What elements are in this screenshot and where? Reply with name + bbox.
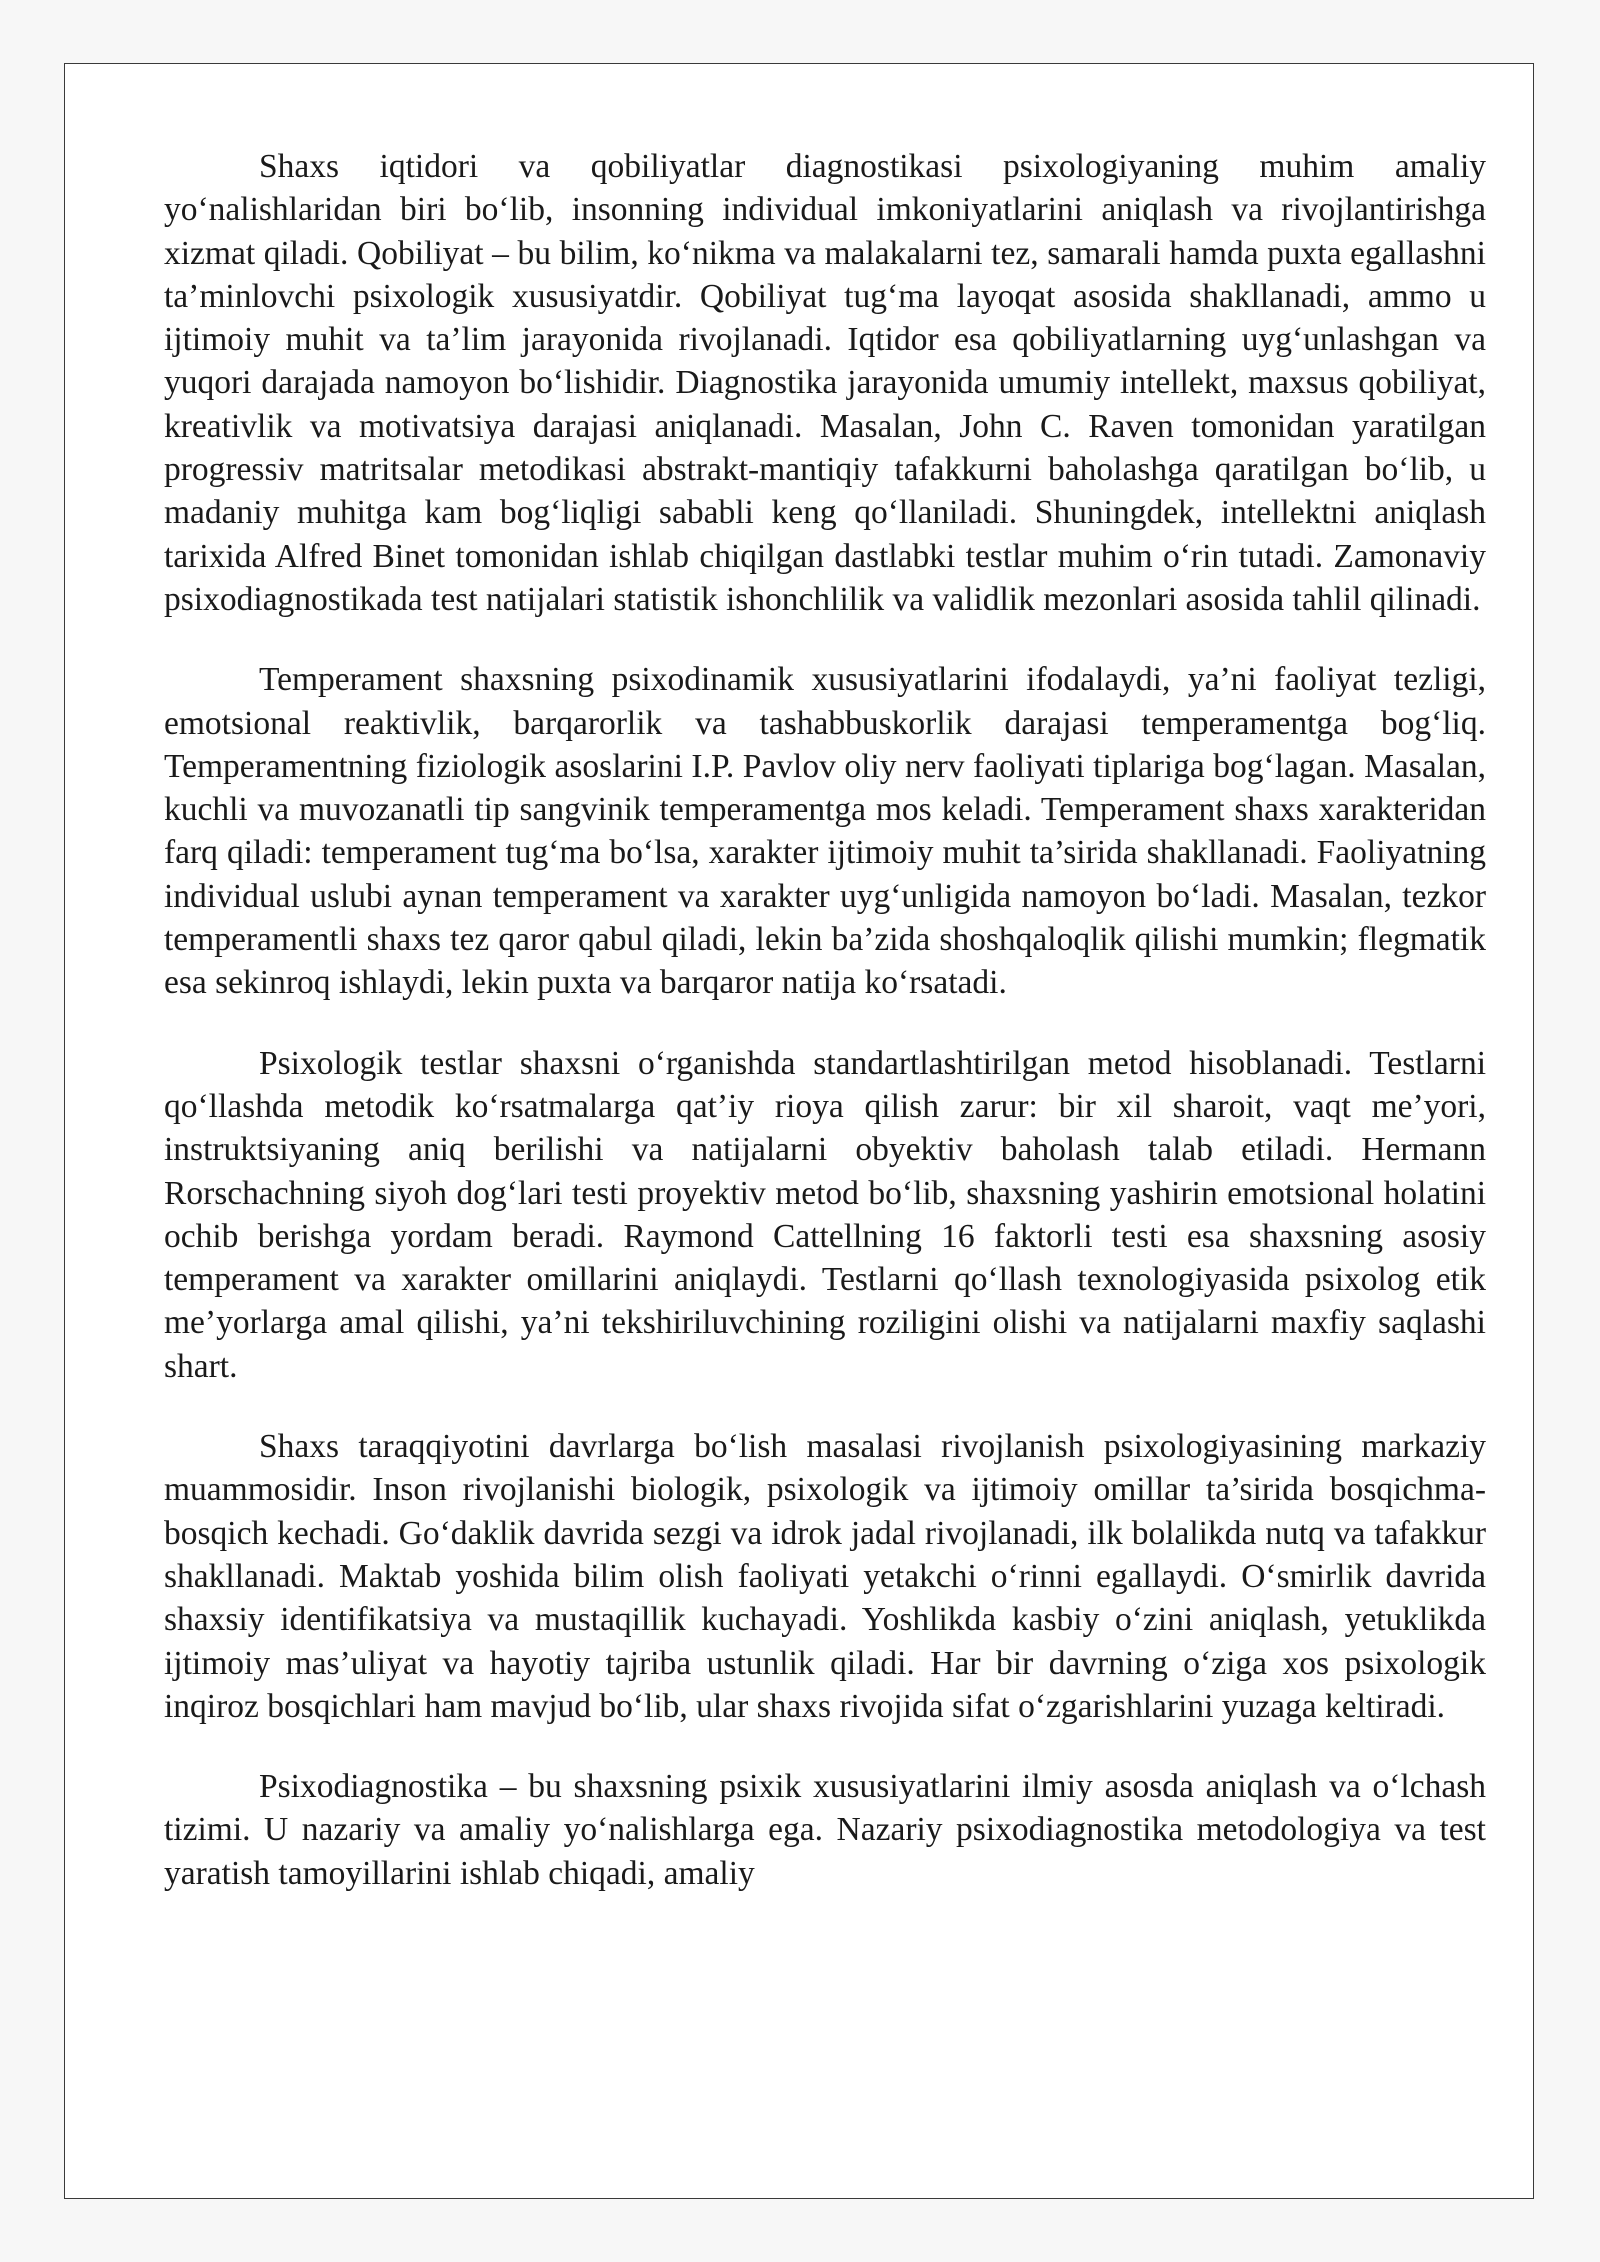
paragraph-psychodiagnostics: Psixodiagnostika – bu shaxsning psixik xususiyatlarini ilmiy asosda aniqlash va o‘lchash tizimi. U nazariy va amaliy yo‘nalishlarga ega. Nazariy psixodiagnostika metodologiya va test yaratish tamoyillarini ishlab chiqadi, amaliy: [164, 1768, 1486, 1892]
paragraph-psychological-tests: Psixologik testlar shaxsni o‘rganishda standartlashtirilgan metod hisoblanadi. Testlarni qo‘llashda metodik ko‘rsatmalarga qat’iy rioya qilish zarur: bir xil sharoit, vaqt me’yori, instruktsiyaning aniq berilishi va natijalarni obyektiv baholash talab etiladi. Hermann Rorschachning siyoh dog‘lari testi proyektiv metod bo‘lib, shaxsning yashirin emotsional holatini ochib berishga yordam beradi. Raymond Cattellning 16 faktorli testi esa shaxsning asosiy temperament va xarakter omillarini aniqlaydi. Testlarni qo‘llash texnologiyasida psixolog etik me’yorlarga amal qilishi, ya’ni tekshiriluvchining roziligini olishi va natijalarni maxfiy saqlashi shart.: [164, 1044, 1486, 1385]
paragraph-abilities-diagnostics: Shaxs iqtidori va qobiliyatlar diagnostikasi psixologiyaning muhim amaliy yo‘nalishlaridan biri bo‘lib, insonning individual imkoniyatlarini aniqlash va rivojlantirishga xizmat qiladi. Qobiliyat – bu bilim, ko‘nikma va malakalarni tez, samarali hamda puxta egallashni ta’minlovchi psixologik xususiyatdir. Qobiliyat tug‘ma layoqat asosida shakllanadi, ammo u ijtimoiy muhit va ta’lim jarayonida rivojlanadi. Iqtidor esa qobiliyatlarning uyg‘unlashgan va yuqori darajada namoyon bo‘lishidir. Diagnostika jarayonida umumiy intellekt, maxsus qobiliyat, kreativlik va motivatsiya darajasi aniqlanadi. Masalan, John C. Raven tomonidan yaratilgan progressiv matritsalar metodikasi abstrakt-mantiqiy tafakkurni baholashga qaratilgan bo‘lib, u madaniy muhitga kam bog‘liqligi sababli keng qo‘llaniladi. Shuningdek, intellektni aniqlash tarixida Alfred Binet tomonidan ishlab chiqilgan dastlabki testlar muhim o‘rin tutadi. Zamonaviy psixodiagnostikada test natijalari statistik ishonchlilik va validlik mezonlari asosida tahlil qilinadi.: [164, 148, 1486, 618]
paragraph-development-periods: Shaxs taraqqiyotini davrlarga bo‘lish masalasi rivojlanish psixologiyasining markaziy muammosidir. Inson rivojlanishi biologik, psixologik va ijtimoiy omillar ta’sirida bosqichma-bosqich kechadi. Go‘daklik davrida sezgi va idrok jadal rivojlanadi, ilk bolalikda nutq va tafakkur shakllanadi. Maktab yoshida bilim olish faoliyati yetakchi o‘rinni egallaydi. O‘smirlik davrida shaxsiy identifikatsiya va mustaqillik kuchayadi. Yoshlikda kasbiy o‘zini aniqlash, yetuklikda ijtimoiy mas’uliyat va hayotiy tajriba ustunlik qiladi. Har bir davrning o‘ziga xos psixologik inqiroz bosqichlari ham mavjud bo‘lib, ular shaxs rivojida sifat o‘zgarishlarini yuzaga keltiradi.: [164, 1428, 1486, 1725]
document-body: [164, 145, 1486, 1895]
paragraph-temperament: Temperament shaxsning psixodinamik xususiyatlarini ifodalaydi, ya’ni faoliyat tezligi, emotsional reaktivlik, barqarorlik va tashabbuskorlik darajasi temperamentga bog‘liq. Temperamentning fiziologik asoslarini I.P. Pavlov oliy nerv faoliyati tiplariga bog‘lagan. Masalan, kuchli va muvozanatli tip sangvinik temperamentga mos keladi. Temperament shaxs xarakteridan farq qiladi: temperament tug‘ma bo‘lsa, xarakter ijtimoiy muhit ta’sirida shakllanadi. Faoliyatning individual uslubi aynan temperament va xarakter uyg‘unligida namoyon bo‘ladi. Masalan, tezkor temperamentli shaxs tez qaror qabul qiladi, lekin ba’zida shoshqaloqlik qilishi mumkin; flegmatik esa sekinroq ishlaydi, lekin puxta va barqaror natija ko‘rsatadi.: [164, 661, 1486, 1002]
